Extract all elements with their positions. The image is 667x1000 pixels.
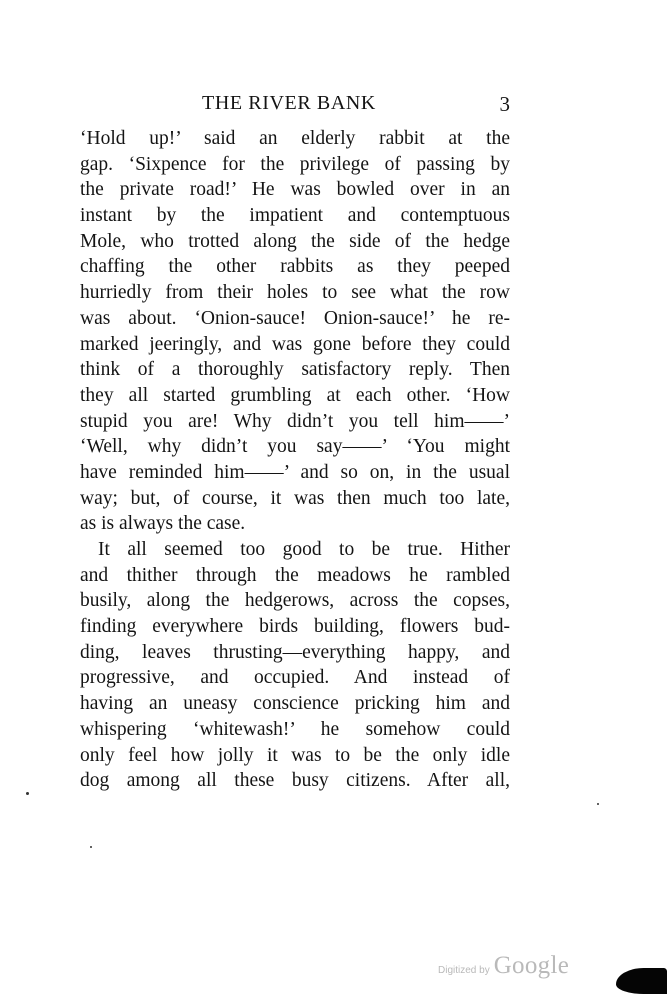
running-title: THE RIVER BANK (202, 92, 376, 114)
text-line: busily, along the hedgerows, across the copses, (80, 590, 510, 612)
text-line: It all seemed too good to be true. Hither (98, 539, 510, 560)
scanner-thumb-shadow (616, 968, 667, 994)
digitized-by-google-watermark (438, 952, 569, 980)
text-line: chaffing the other rabbits as they peeped (80, 256, 510, 278)
scan-speck (597, 803, 599, 805)
text-line: marked jeeringly, and was gone before they could (80, 333, 510, 355)
text-line: Mole, who trotted along the side of the hedge (80, 230, 510, 252)
text-line: dog among all these busy citizens. After all, (80, 770, 510, 792)
paragraph-2 (80, 537, 510, 794)
text-line: progressive, and occupied. And instead of (80, 667, 510, 689)
text-line: they all started grumbling at each other. ‘How (80, 384, 510, 406)
running-head (80, 92, 510, 120)
text-line: was about. ‘Onion-sauce! Onion-sauce!’ he re- (80, 307, 510, 329)
text-line: whispering ‘whitewash!’ he somehow could (80, 718, 510, 740)
text-line: ding, leaves thrusting—everything happy, and (80, 641, 510, 663)
text-line: and thither through the meadows he rambled (80, 564, 510, 586)
paragraph-1 (80, 126, 510, 537)
text-line: hurriedly from their holes to see what the row (80, 282, 510, 304)
text-line: as is always the case. (80, 513, 246, 535)
text-line: the private road!’ He was bowled over in an (80, 179, 510, 201)
text-line: ‘Hold up!’ said an elderly rabbit at the (80, 128, 510, 149)
text-line: having an uneasy conscience pricking him and (80, 693, 510, 715)
text-line: way; but, of course, it was then much too late, (80, 487, 510, 509)
text-line: finding everywhere birds building, flowers bud- (80, 616, 510, 638)
text-line: think of a thoroughly satisfactory reply. Then (80, 359, 510, 381)
text-line: gap. ‘Sixpence for the privilege of passing by (80, 153, 510, 175)
text-line: stupid you are! Why didn’t you tell him——’ (80, 410, 510, 432)
text-line: ‘Well, why didn’t you say——’ ‘You might (80, 436, 510, 458)
scan-speck (26, 792, 29, 795)
body-text (80, 126, 510, 794)
watermark-brand: Google (493, 952, 570, 979)
text-line: have reminded him——’ and so on, in the usual (80, 461, 510, 483)
watermark-prefix: Digitized by (438, 965, 490, 976)
page-number: 3 (499, 92, 510, 116)
scan-speck (90, 846, 92, 848)
text-line: only feel how jolly it was to be the only idle (80, 744, 510, 766)
text-line: instant by the impatient and contemptuous (80, 205, 510, 227)
